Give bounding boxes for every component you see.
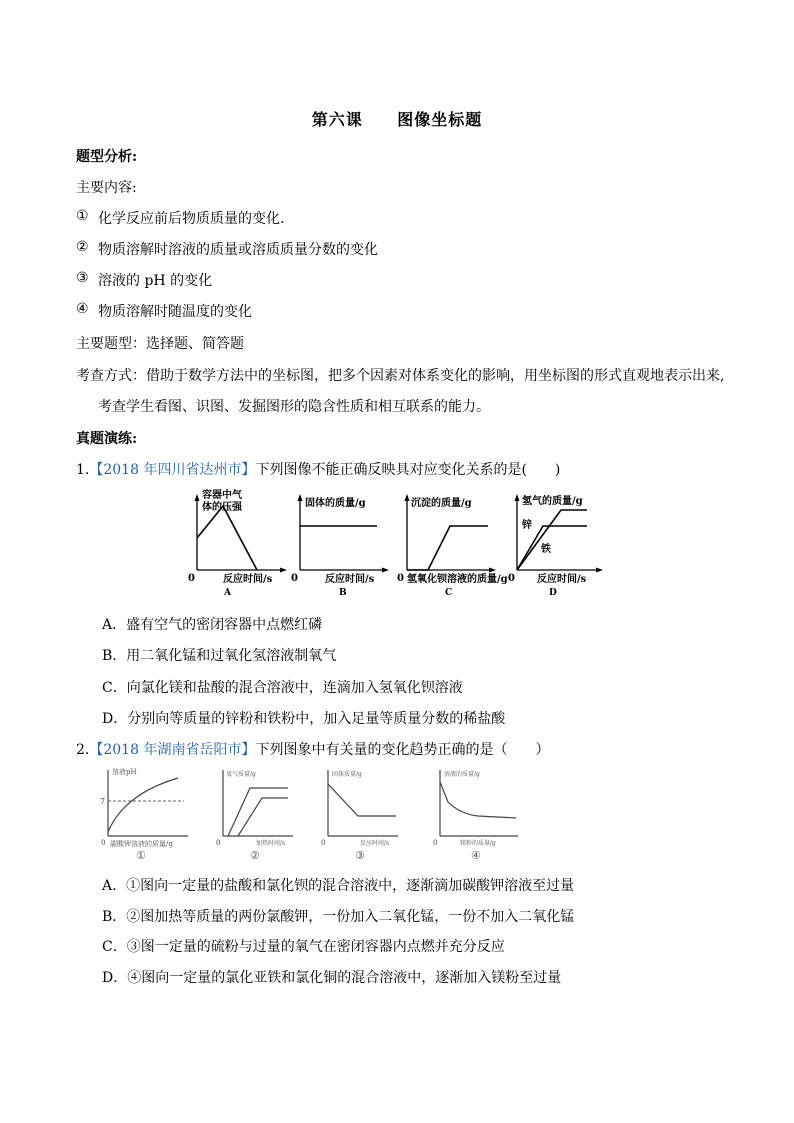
graph-caption: D [549,588,557,598]
title-part1: 第六课 [311,110,363,129]
curve [407,526,488,570]
graph-caption: ③ [355,849,365,862]
question-text: 下列图像不能正确反映具对应变化关系的是( ) [255,462,561,478]
graph-caption: ② [250,849,260,862]
question-source: 【2018 年湖南省岳阳市】 [89,742,256,758]
origin-label: 0 [188,573,195,584]
question-number: 1. [76,462,90,478]
analysis-item-4 [76,301,252,320]
curve [108,778,178,832]
q1-option-a: A．盛有空气的密闭容器中点燃红磷 [102,617,323,633]
question-source: 【2018 年四川省达州市】 [89,462,256,478]
x-label: 加热时间/s [256,840,286,847]
curve-with-catalyst [228,788,288,836]
y-label: 沉淀的质量/g [411,498,472,509]
item-text: 物质溶解时随温度的变化 [98,304,252,320]
x-label: 镁粉的质量/g [460,840,496,847]
curve-without-catalyst [238,798,288,836]
x-label: 反应时间/s [325,574,375,585]
origin-label: 0 [101,839,106,847]
item-num: ② [76,239,89,255]
q1-graph-b [291,494,389,598]
question-2-stem [76,739,549,759]
q1-option-d: D．分别向等质量的锌粉和铁粉中，加入足量等质量分数的稀盐酸 [102,711,506,727]
q2-option-b: B．②图加热等质量的两份氯酸钾，一份加入二氧化锰，一份不加入二氧化锰 [102,909,575,925]
y-axis-arrow [515,494,520,501]
item-num: ③ [76,270,89,286]
q2-graph-4 [433,770,518,862]
x-axis-arrow [596,568,603,573]
x-axis-arrow [489,568,496,573]
question-1-stem [76,459,560,479]
curve-zinc [517,526,587,570]
x-label: 反应时间/s [360,840,390,847]
y-label: 氢气的质量/g [522,496,583,507]
item-num: ① [76,208,89,224]
item-num: ④ [76,301,89,317]
graph-caption: ① [136,849,146,862]
graph-caption: C [445,588,453,598]
method-line-2: 考查学生看图、识图、发掘图形的隐含性质和相互联系的能力。 [98,399,490,415]
q2-graph-3 [321,770,398,862]
analysis-item-3 [76,270,213,289]
q2-option-a: A．①图向一定量的盐酸和氯化钡的混合溶液中，逐渐滴加碳酸钾溶液至过量 [102,878,575,894]
label-zinc: 锌 [522,520,532,531]
graph-caption: A [224,588,231,598]
origin-label: 0 [433,839,438,847]
question-text: 下列图象中有关量的变化趋势正确的是（ ） [255,742,550,758]
q2-option-c: C．③图一定量的硫粉与过量的氧气在密闭容器内点燃并充分反应 [102,939,505,955]
y-label-line-1: 容器中气 [202,490,242,501]
x-axis-arrow [280,568,287,573]
origin-label: 0 [216,839,221,847]
graph-caption: ④ [471,849,481,862]
y-axis-arrow [195,494,200,501]
origin-label: 0 [291,573,298,584]
page-title [0,107,794,130]
origin-label: 0 [508,573,515,584]
question-types: 主要题型：选择题、简答题 [76,336,244,352]
curve [197,506,257,570]
y-axis-arrow [405,494,410,501]
curve [328,784,396,816]
x-label: 碳酸钾溶液的质量/g [110,840,173,848]
mark-7: 7 [100,797,106,806]
practice-heading: 真题演练: [76,431,138,447]
x-axis-arrow [382,568,389,573]
q1-graph-d [508,494,603,598]
item-text: 物质溶解时溶液的质量或溶质质量分数的变化 [98,242,378,258]
q1-graph-c [397,494,508,598]
x-label: 氢氧化钡溶液的质量/g [407,574,508,585]
method-line-1: 考查方式：借助于数学方法中的坐标图，把多个因素对体系变化的影响，用坐标图的形式直观地表示出来, [76,368,725,384]
y-axis-arrow [298,494,303,501]
analysis-heading: 题型分析: [76,149,138,165]
origin-label: 0 [321,839,326,847]
q2-option-d: D．④图向一定量的氯化亚铁和氯化铜的混合溶液中，逐渐加入镁粉至过量 [102,970,562,986]
q2-graph-2 [216,770,293,862]
curve-iron [517,510,587,570]
analysis-item-1 [76,208,285,227]
label-iron: 铁 [541,544,551,555]
q2-graph-1 [100,767,188,862]
question-number: 2. [76,742,90,758]
y-label: 固体质量/g [332,771,362,778]
x-label: 反应时间/s [223,574,273,585]
y-label-line-2: 体的压强 [202,502,242,513]
q1-option-c: C．向氯化镁和盐酸的混合溶液中，连滴加入氢氧化钡溶液 [102,680,463,696]
analysis-item-2 [76,239,378,258]
y-label: 溶液的质量/g [444,771,480,778]
item-text: 化学反应前后物质质量的变化. [98,211,285,227]
q1-graph-a [188,488,287,598]
origin-label: 0 [397,573,404,584]
graph-caption: B [339,588,347,598]
item-text: 溶液的 pH 的变化 [98,273,213,289]
y-label: 溶液pH [112,768,137,776]
main-content-label: 主要内容: [76,180,137,196]
y-label: 氧气质量/g [226,771,256,778]
q2-graphs [98,764,528,864]
title-part2: 图像坐标题 [397,110,483,129]
q1-graphs [185,484,615,600]
y-label: 固体的质量/g [305,498,366,509]
x-label: 反应时间/s [537,574,587,585]
q1-option-b: B．用二氧化锰和过氧化氢溶液制氧气 [102,648,337,664]
curve [440,782,516,818]
